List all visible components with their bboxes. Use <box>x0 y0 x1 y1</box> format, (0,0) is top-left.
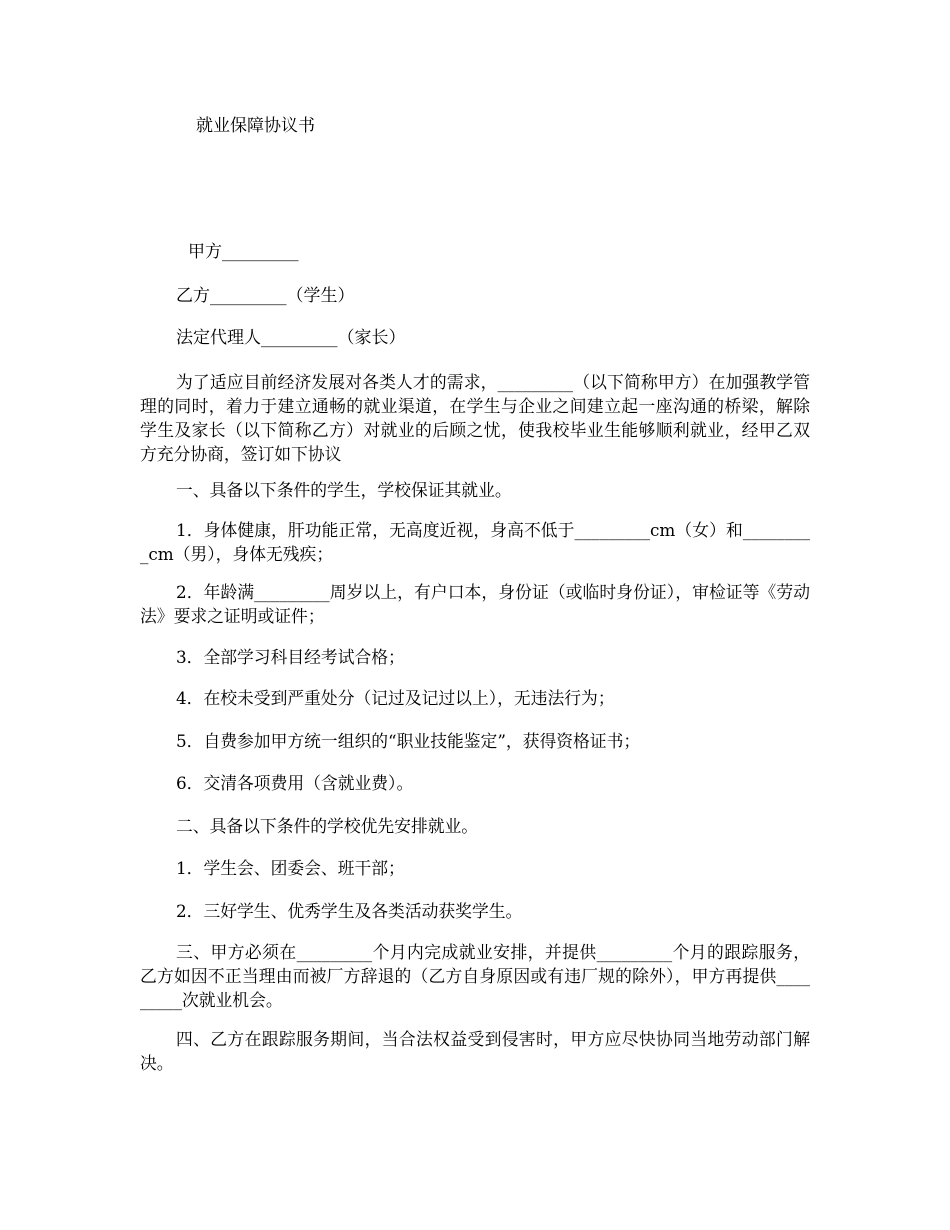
intro-paragraph: 为了适应目前经济发展对各类人才的需求，_________（以下简称甲方）在加强教学管理的同时，着力于建立通畅的就业渠道，在学生与企业之间建立起一座沟通的桥梁，解除学生及家长（以下简称乙方）对就业的后顾之忧，使我校毕业生能够顺利就业，经甲乙双方充分协商，签订如下协议 <box>140 372 810 464</box>
party-a-line: 甲方_________ <box>188 242 299 262</box>
section1-item-6: 6．交清各项费用（含就业费）。 <box>176 773 414 793</box>
section1-item-4: 4．在校未受到严重处分（记过及记过以上），无违法行为； <box>176 688 615 708</box>
section4-paragraph: 四、乙方在跟踪服务期间，当合法权益受到侵害时，甲方应尽快协同当地劳动部门解决。 <box>140 1029 810 1073</box>
party-b-line: 乙方_________（学生） <box>176 286 355 306</box>
section1-item-1: 1．身体健康，肝功能正常，无高度近视，身高不低于_________cm（女）和_________cm（男），身体无残疾； <box>140 520 810 564</box>
section1-heading: 一、具备以下条件的学生，学校保证其就业。 <box>176 480 512 500</box>
section1-item-2: 2．年龄满_________周岁以上，有户口本，身份证（或临时身份证），审检证等《劳动法》要求之证明或证件； <box>140 582 810 626</box>
section2-item-2: 2．三好学生、优秀学生及各类活动获奖学生。 <box>176 901 523 921</box>
section3-paragraph: 三、甲方必须在_________个月内完成就业安排，并提供_________个月的跟踪服务，乙方如因不正当理由而被厂方辞退的（乙方自身原因或有违厂规的除外），甲方再提供_________次就业机会。 <box>140 942 810 1010</box>
document-title: 就业保障协议书 <box>196 116 315 136</box>
section2-heading: 二、具备以下条件的学校优先安排就业。 <box>176 816 479 836</box>
section2-item-1: 1．学生会、团委会、班干部； <box>176 858 405 878</box>
guardian-line: 法定代理人_________（家长） <box>176 328 406 348</box>
section1-item-5: 5．自费参加甲方统一组织的“职业技能鉴定”，获得资格证书； <box>176 731 641 751</box>
section1-item-3: 3．全部学习科目经考试合格； <box>176 647 405 667</box>
